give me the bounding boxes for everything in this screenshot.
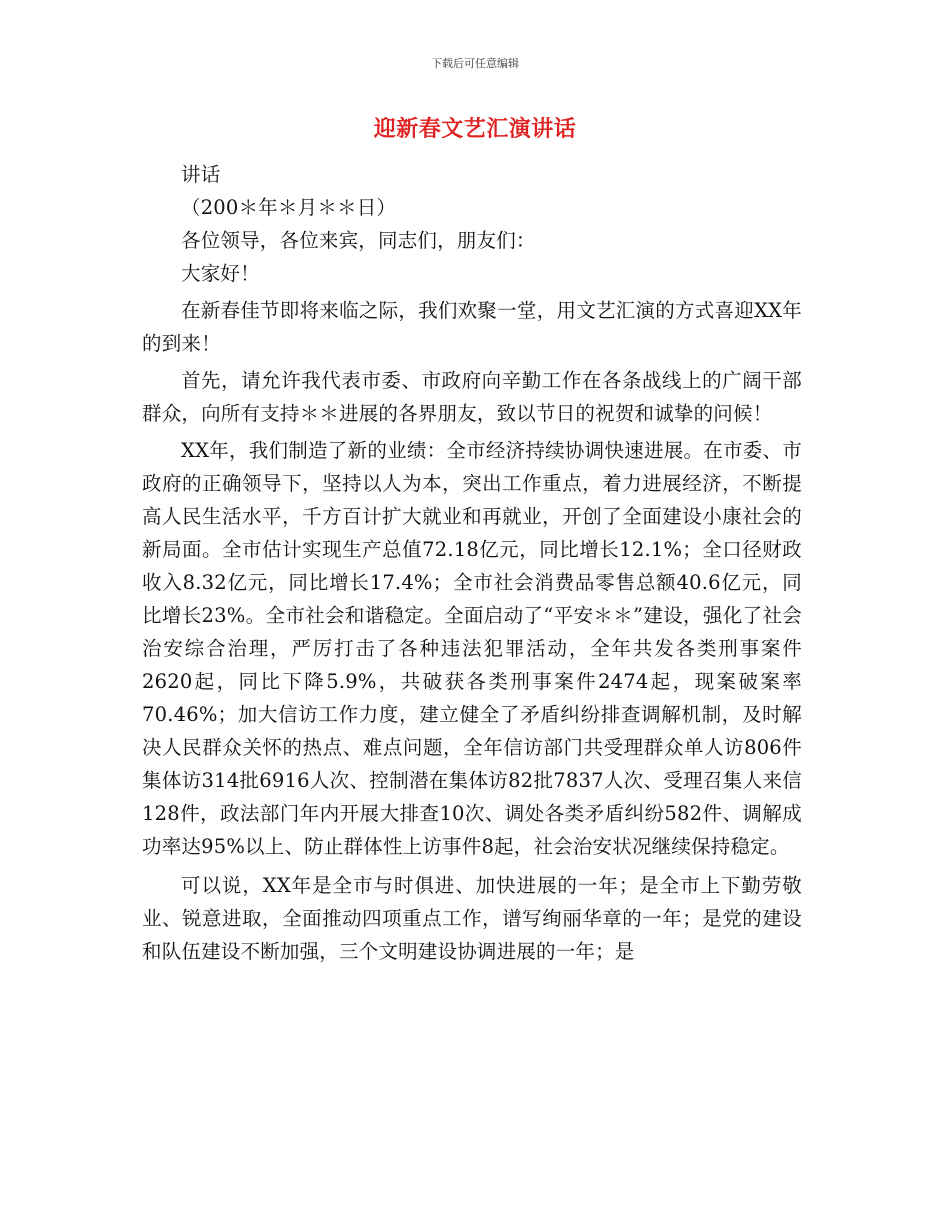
paragraph-greeting: 大家好！: [181, 262, 260, 285]
header-note: 下载后可任意编辑: [431, 57, 519, 70]
paragraph-salutation: 各位领导，各位来宾，同志们，朋友们：: [181, 229, 536, 252]
paragraph-speech-label: 讲话: [181, 163, 221, 186]
paragraph-thanks: 首先，请允许我代表市委、市政府向辛勤工作在各条战线上的广阔干部群众，向所有支持＊＊进展的各界朋友，致以节日的祝贺和诚挚的问候！: [142, 369, 802, 425]
paragraph-opening: 在新春佳节即将来临之际，我们欢聚一堂，用文艺汇演的方式喜迎XX年的到来！: [142, 299, 802, 355]
paragraph-summary: 可以说，XX年是全市与时俱进、加快进展的一年；是全市上下勤劳敬业、锐意进取，全面推动四项重点工作，谱写绚丽华章的一年；是党的建设和队伍建设不断加强，三个文明建设协调进展的一年；是: [142, 874, 802, 963]
paragraph-achievements: XX年，我们制造了新的业绩：全市经济持续协调快速进展。在市委、市政府的正确领导下，坚持以人为本，突出工作重点，着力进展经济，不断提高人民生活水平，千方百计扩大就业和再就业，开创了全面建设小康社会的新局面。全市估计实现生产总值72.18亿元，同比增长12.1%；全口径财政收入8.32亿元，同比增长17.4%；全市社会消费品零售总额40.6亿元，同比增长23%。全市社会和谐稳定。全面启动了“平安＊＊”建设，强化了社会治安综合治理，严厉打击了各种违法犯罪活动，全年共发各类刑事案件2620起，同比下降5.9%，共破获各类刑事案件2474起，现案破案率70.46%；加大信访工作力度，建立健全了矛盾纠纷排查调解机制，及时解决人民群众关怀的热点、难点问题，全年信访部门共受理群众单人访806件集体访314批6916人次、控制潜在集体访82批7837人次、受理召集人来信128件，政法部门年内开展大排查10次、调处各类矛盾纠纷582件、调解成功率达95%以上、防止群体性上访事件8起，社会治安状况继续保持稳定。: [142, 439, 802, 858]
paragraph-date: （200＊年＊月＊＊日）: [181, 196, 397, 219]
document-title: 迎新春文艺汇演讲话: [373, 116, 577, 142]
document-body: [142, 158, 802, 968]
